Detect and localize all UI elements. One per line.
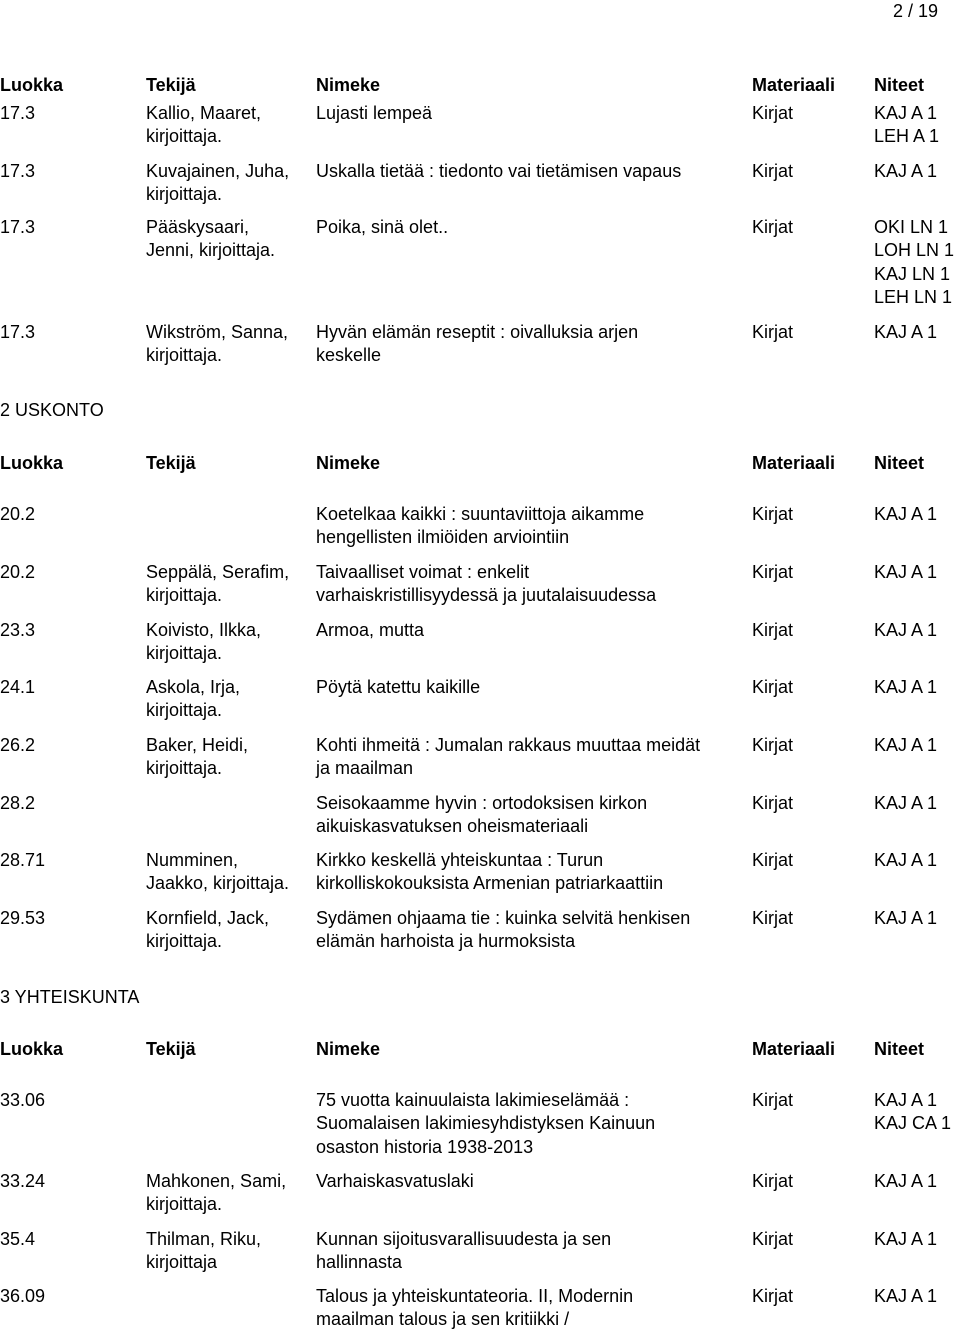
cell-luokka: 17.3: [0, 217, 36, 237]
cell-materiaali: Kirjat: [752, 1229, 794, 1249]
column-header-nimeke: Nimeke: [316, 75, 381, 95]
cell-tekija: Kuvajainen, Juha, kirjoittaja.: [146, 161, 290, 205]
cell-luokka: 26.2: [0, 735, 36, 755]
column-header-niteet: Niteet: [874, 75, 925, 95]
cell-niteet: KAJ A 1: [874, 1171, 938, 1191]
cell-niteet: KAJ A 1: [874, 161, 938, 181]
cell-niteet: KAJ A 1 LEH A 1: [874, 103, 940, 147]
column-header-tekija: Tekijä: [146, 75, 196, 95]
cell-niteet: KAJ A 1: [874, 1229, 938, 1249]
column-header-luokka: Luokka: [0, 75, 64, 95]
cell-luokka: 20.2: [0, 562, 36, 582]
cell-nimeke: Uskalla tietää : tiedonto vai tietämisen vapaus: [316, 161, 682, 181]
column-header-nimeke: Nimeke: [316, 1039, 381, 1059]
cell-materiaali: Kirjat: [752, 504, 794, 524]
cell-nimeke: Talous ja yhteiskuntateoria. II, Modernin maailman talous ja sen kritiikki /: [316, 1286, 634, 1330]
cell-luokka: 36.09: [0, 1286, 46, 1306]
cell-luokka: 20.2: [0, 504, 36, 524]
cell-luokka: 17.3: [0, 103, 36, 123]
cell-materiaali: Kirjat: [752, 1286, 794, 1306]
cell-nimeke: 75 vuotta kainuulaista lakimieselämää : Suomalaisen lakimiesyhdistyksen Kainuun osaston historia 1938-2013: [316, 1090, 656, 1157]
cell-materiaali: Kirjat: [752, 161, 794, 181]
cell-nimeke: Pöytä katettu kaikille: [316, 677, 481, 697]
cell-niteet: KAJ A 1: [874, 1286, 938, 1306]
cell-nimeke: Armoa, mutta: [316, 620, 425, 640]
cell-tekija: Thilman, Riku, kirjoittaja: [146, 1229, 262, 1273]
cell-materiaali: Kirjat: [752, 793, 794, 813]
cell-nimeke: Kirkko keskellä yhteiskuntaa : Turun kirkolliskokouksista Armenian patriarkaattiin: [316, 850, 664, 894]
cell-niteet: KAJ A 1: [874, 677, 938, 697]
cell-materiaali: Kirjat: [752, 562, 794, 582]
cell-niteet: KAJ A 1: [874, 908, 938, 928]
cell-luokka: 28.71: [0, 850, 46, 870]
cell-niteet: KAJ A 1: [874, 504, 938, 524]
column-header-niteet: Niteet: [874, 453, 925, 473]
cell-tekija: Numminen, Jaakko, kirjoittaja.: [146, 850, 290, 894]
column-header-materiaali: Materiaali: [752, 453, 836, 473]
cell-luokka: 35.4: [0, 1229, 36, 1249]
cell-luokka: 17.3: [0, 322, 36, 342]
cell-materiaali: Kirjat: [752, 217, 794, 237]
cell-luokka: 29.53: [0, 908, 46, 928]
cell-nimeke: Taivaalliset voimat : enkelit varhaiskristillisyydessä ja juutalaisuudessa: [316, 562, 657, 606]
cell-nimeke: Lujasti lempeä: [316, 103, 433, 123]
cell-materiaali: Kirjat: [752, 735, 794, 755]
page-number: 2 / 19: [892, 1, 938, 21]
cell-nimeke: Hyvän elämän reseptit : oivalluksia arjen keskelle: [316, 322, 639, 366]
cell-materiaali: Kirjat: [752, 908, 794, 928]
cell-niteet: KAJ A 1: [874, 735, 938, 755]
cell-tekija: Kallio, Maaret, kirjoittaja.: [146, 103, 262, 147]
column-header-niteet: Niteet: [874, 1039, 925, 1059]
cell-luokka: 17.3: [0, 161, 36, 181]
cell-niteet: OKI LN 1 LOH LN 1 KAJ LN 1 LEH LN 1: [874, 217, 955, 308]
cell-luokka: 33.24: [0, 1171, 46, 1191]
column-header-materiaali: Materiaali: [752, 75, 836, 95]
cell-nimeke: Varhaiskasvatuslaki: [316, 1171, 474, 1191]
cell-niteet: KAJ A 1: [874, 620, 938, 640]
cell-materiaali: Kirjat: [752, 677, 794, 697]
column-header-nimeke: Nimeke: [316, 453, 381, 473]
section-title-uskonto: 2 USKONTO: [0, 400, 104, 420]
cell-nimeke: Kohti ihmeitä : Jumalan rakkaus muuttaa meidät ja maailman: [316, 735, 701, 779]
cell-materiaali: Kirjat: [752, 850, 794, 870]
cell-niteet: KAJ A 1 KAJ CA 1: [874, 1090, 952, 1134]
cell-tekija: Pääskysaari, Jenni, kirjoittaja.: [146, 217, 276, 261]
cell-tekija: Baker, Heidi, kirjoittaja.: [146, 735, 249, 779]
cell-nimeke: Koetelkaa kaikki : suuntaviittoja aikamme hengellisten ilmiöiden arviointiin: [316, 504, 645, 548]
cell-tekija: Wikström, Sanna, kirjoittaja.: [146, 322, 289, 366]
column-header-tekija: Tekijä: [146, 453, 196, 473]
column-header-tekija: Tekijä: [146, 1039, 196, 1059]
cell-niteet: KAJ A 1: [874, 562, 938, 582]
cell-nimeke: Seisokaamme hyvin : ortodoksisen kirkon aikuiskasvatuksen oheismateriaali: [316, 793, 648, 837]
cell-niteet: KAJ A 1: [874, 793, 938, 813]
cell-tekija: Askola, Irja, kirjoittaja.: [146, 677, 241, 721]
column-header-materiaali: Materiaali: [752, 1039, 836, 1059]
column-header-luokka: Luokka: [0, 1039, 64, 1059]
cell-tekija: Mahkonen, Sami, kirjoittaja.: [146, 1171, 287, 1215]
column-header-luokka: Luokka: [0, 453, 64, 473]
cell-materiaali: Kirjat: [752, 1171, 794, 1191]
cell-luokka: 23.3: [0, 620, 36, 640]
cell-tekija: Koivisto, Ilkka, kirjoittaja.: [146, 620, 262, 664]
cell-materiaali: Kirjat: [752, 322, 794, 342]
cell-nimeke: Sydämen ohjaama tie : kuinka selvitä henkisen elämän harhoista ja hurmoksista: [316, 908, 691, 952]
cell-nimeke: Poika, sinä olet..: [316, 217, 449, 237]
cell-niteet: KAJ A 1: [874, 322, 938, 342]
cell-materiaali: Kirjat: [752, 620, 794, 640]
cell-nimeke: Kunnan sijoitusvarallisuudesta ja sen hallinnasta: [316, 1229, 612, 1273]
cell-materiaali: Kirjat: [752, 103, 794, 123]
cell-tekija: Seppälä, Serafim, kirjoittaja.: [146, 562, 290, 606]
cell-niteet: KAJ A 1: [874, 850, 938, 870]
cell-tekija: Kornfield, Jack, kirjoittaja.: [146, 908, 270, 952]
cell-luokka: 33.06: [0, 1090, 46, 1110]
cell-materiaali: Kirjat: [752, 1090, 794, 1110]
section-title-yhteiskunta: 3 YHTEISKUNTA: [0, 987, 140, 1007]
cell-luokka: 28.2: [0, 793, 36, 813]
cell-luokka: 24.1: [0, 677, 36, 697]
